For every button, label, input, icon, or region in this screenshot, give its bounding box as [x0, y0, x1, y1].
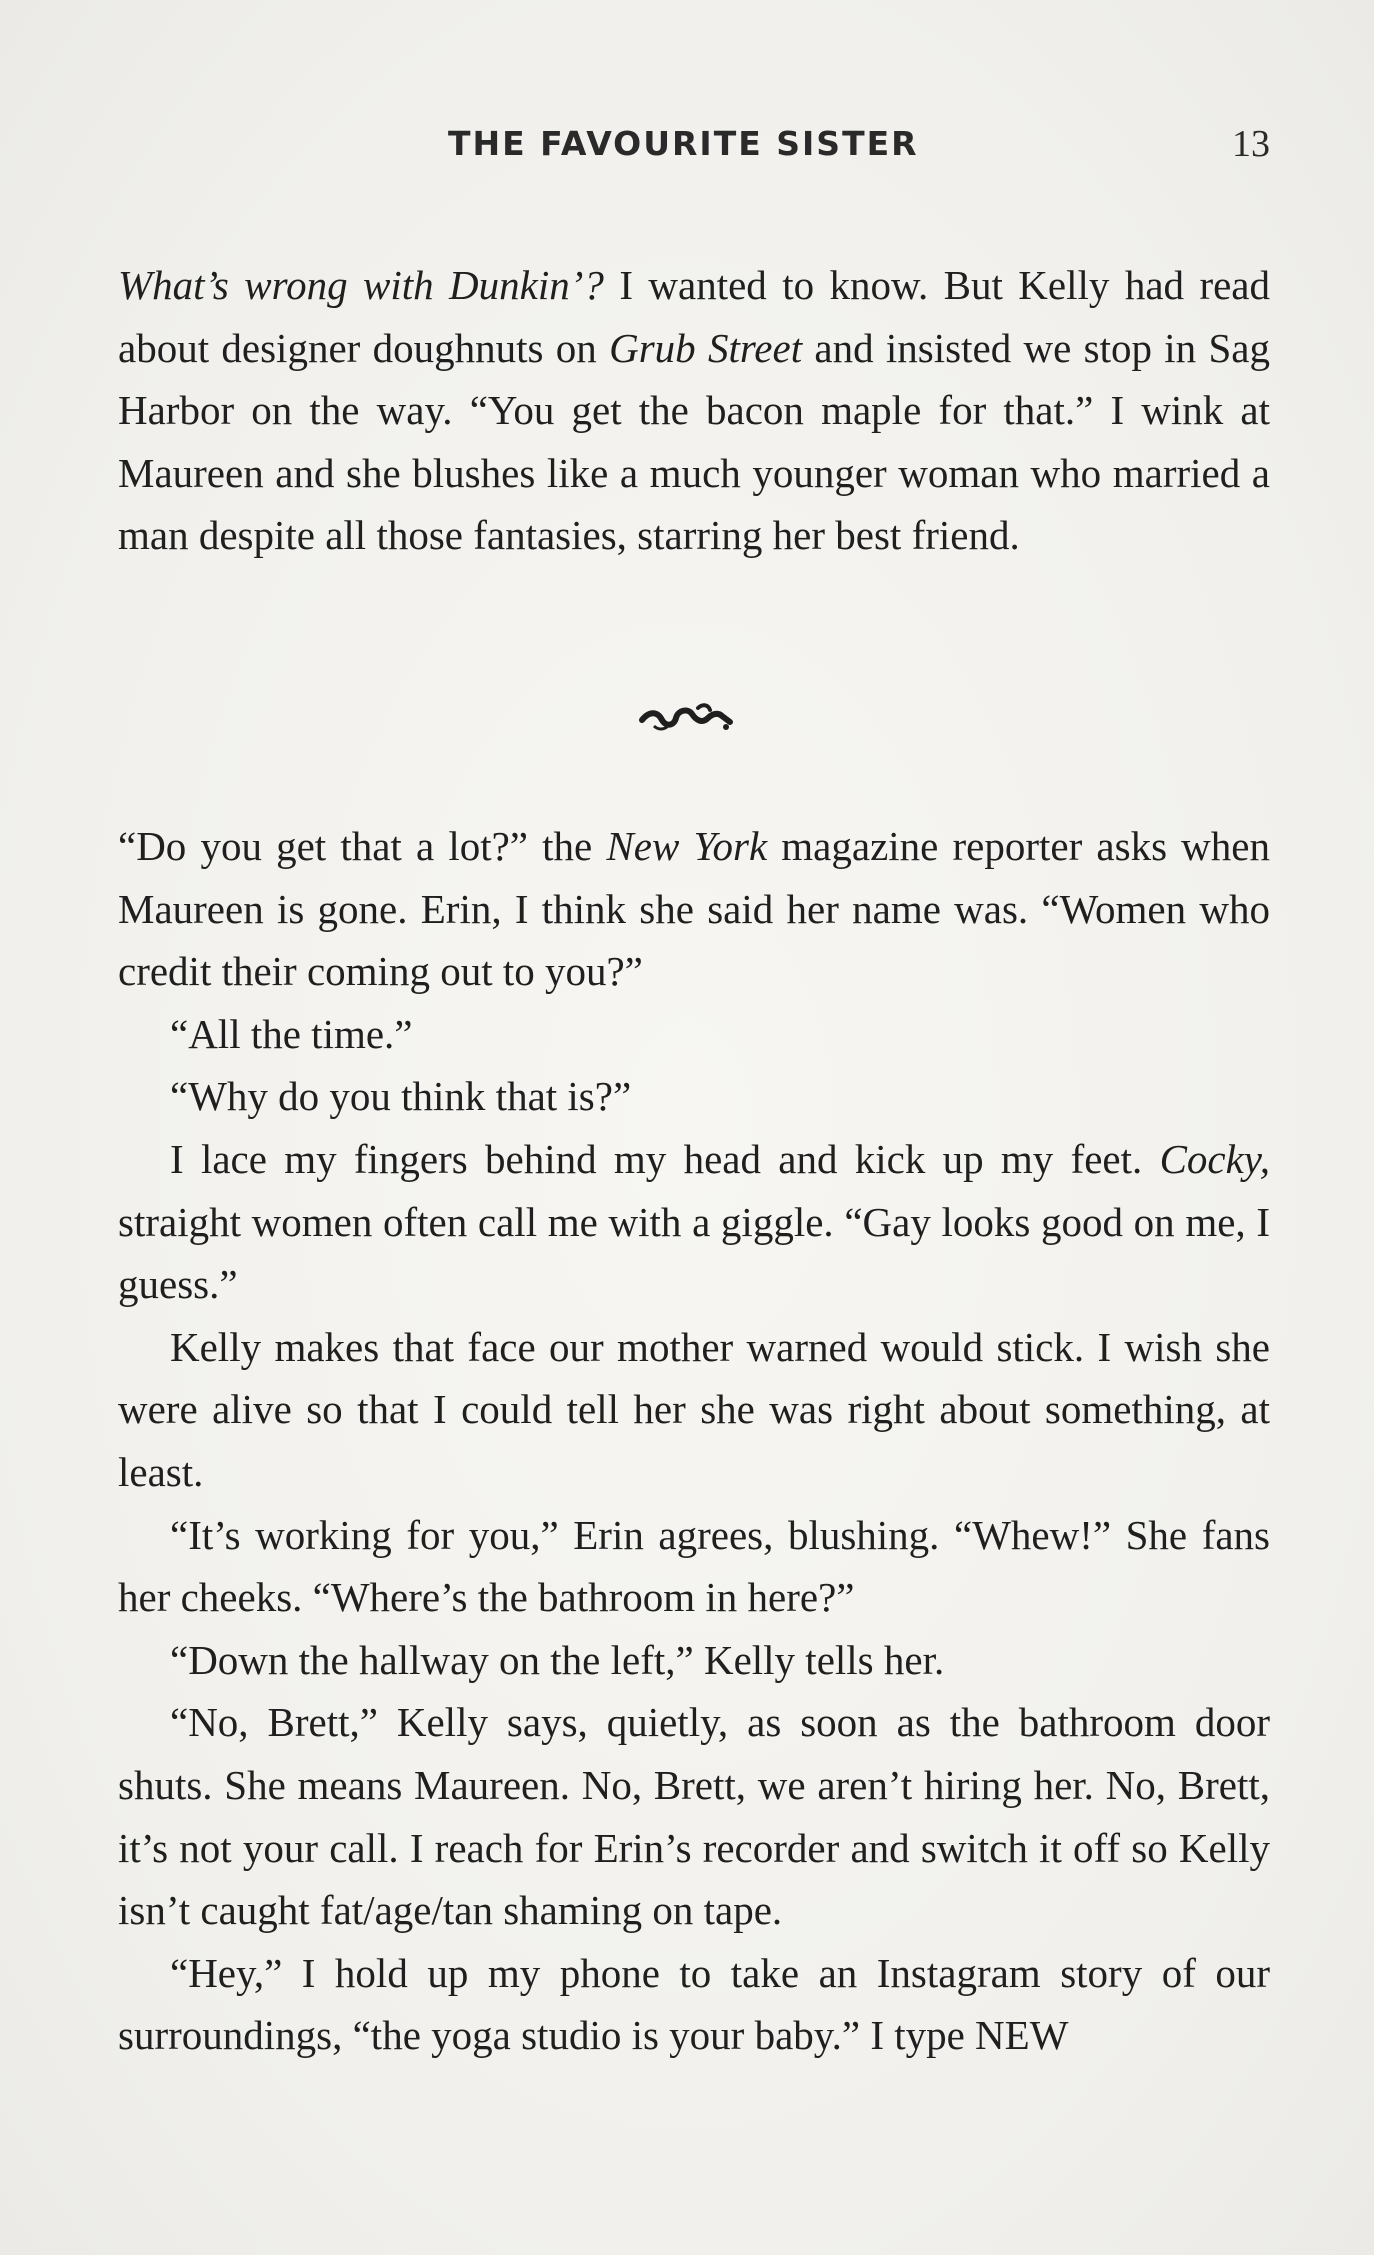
page-header	[448, 124, 1270, 174]
paragraph: What’s wrong with Dunkin’? I wanted to know. But Kelly had read about designer doughnuts on Grub Street and insisted we stop in Sag Harbor on the way. “You get the bacon maple for that.” I wink at Maureen and she blushes like a much younger woman who married a man despite all those fantasies, starring her best friend.	[118, 262, 1270, 559]
italic-text: New York	[606, 823, 768, 869]
running-head: THE FAVOURITE SISTER	[448, 124, 919, 163]
paragraph: I lace my fingers behind my head and kick up my feet. Cocky, straight women often call me with a giggle. “Gay looks good on me, I guess.”	[118, 1135, 1270, 1308]
paragraph: “Why do you think that is?”	[170, 1073, 632, 1120]
section-break-ornament-icon	[636, 700, 736, 736]
paragraph: “Do you get that a lot?” the New York magazine reporter asks when Maureen is gone. Erin, I think she said her name was. “Women who credit their coming out to you?”	[118, 823, 1270, 995]
paragraph: “Hey,” I hold up my phone to take an Instagram story of our surroundings, “the yoga studio is your baby.” I type NEW	[118, 1949, 1270, 2059]
paragraph: “No, Brett,” Kelly says, quietly, as soon as the bathroom door shuts. She means Maureen. No, Brett, we aren’t hiring her. No, Brett, it’s not your call. I reach for Erin’s recorder and switch it off so Kelly isn’t caught fat/age/tan shaming on tape.	[118, 1699, 1270, 1934]
italic-text: What’s wrong with Dunkin’?	[118, 262, 604, 308]
paragraph: “All the time.”	[170, 1010, 413, 1057]
italic-text: Grub Street	[609, 324, 803, 371]
paragraph: “Down the hallway on the left,” Kelly tells her.	[170, 1636, 945, 1683]
section-1	[118, 254, 1270, 567]
page-number: 13	[1232, 123, 1270, 165]
italic-text: Cocky,	[1159, 1135, 1270, 1182]
section-2	[118, 815, 1270, 2067]
paragraph: “It’s working for you,” Erin agrees, blushing. “Whew!” She fans her cheeks. “Where’s the bathroom in here?”	[118, 1511, 1270, 1621]
paragraph: Kelly makes that face our mother warned would stick. I wish she were alive so that I could tell her she was right about something, at least.	[118, 1323, 1270, 1495]
